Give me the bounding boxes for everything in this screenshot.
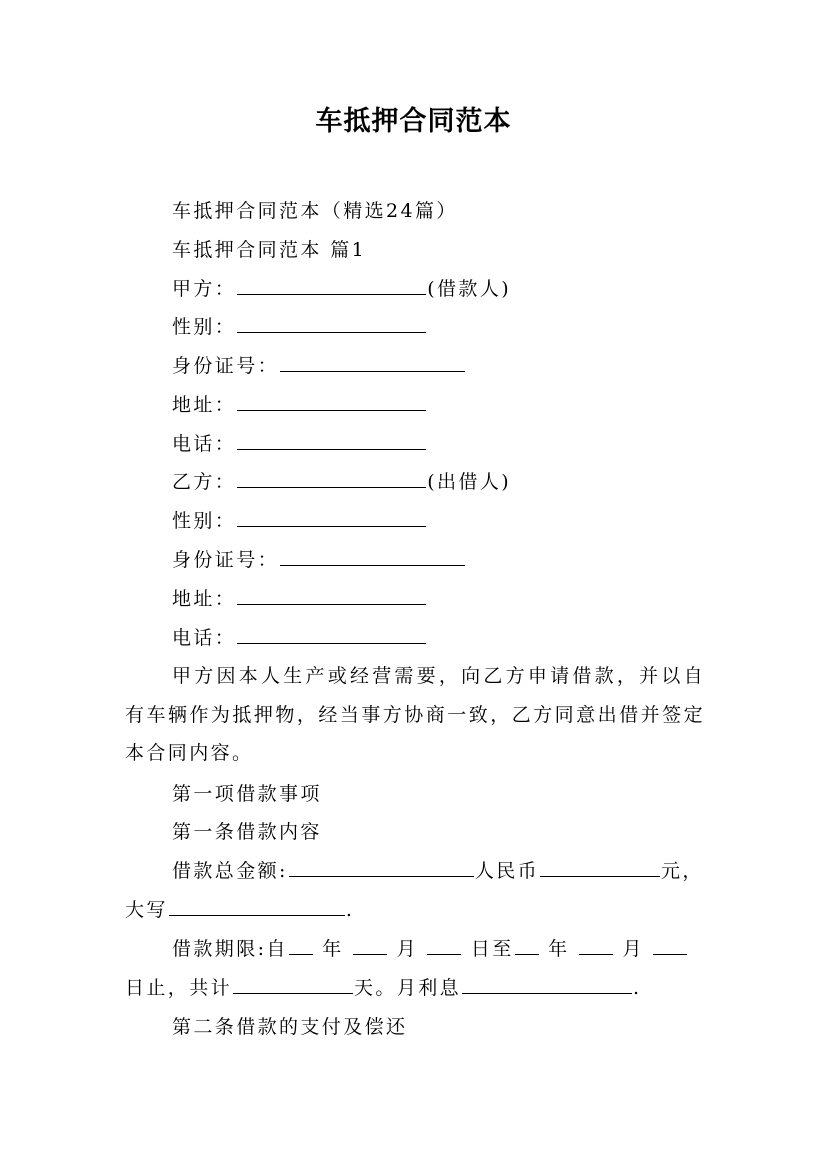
loan-term-days: 天。月利息 xyxy=(354,977,462,999)
loan-amount-unit: 元， xyxy=(661,860,704,882)
party-b-address-line xyxy=(172,586,427,612)
loan-term-from: 自 xyxy=(266,938,288,960)
party-b-phone-label: 电话： xyxy=(172,627,237,649)
document-subtitle: 车抵押合同范本（精选24篇） xyxy=(172,200,458,222)
start-month-label: 月 xyxy=(396,938,418,960)
start-year-blank[interactable] xyxy=(289,936,313,955)
party-a-address-line xyxy=(172,392,427,418)
party-b-id-blank[interactable] xyxy=(280,547,465,566)
party-a-gender-blank[interactable] xyxy=(237,314,426,333)
loan-amount-line xyxy=(172,858,704,884)
party-a-label: 甲方： xyxy=(172,278,237,300)
loan-capital-end: . xyxy=(345,899,355,921)
party-a-name-blank[interactable] xyxy=(237,276,426,295)
party-b-role: (出借人) xyxy=(427,471,512,493)
loan-capital-line xyxy=(125,897,354,923)
total-days-blank[interactable] xyxy=(233,975,353,994)
party-a-address-blank[interactable] xyxy=(237,392,426,411)
party-a-gender-label: 性别： xyxy=(172,316,237,338)
party-b-address-label: 地址： xyxy=(172,588,237,610)
section-heading: 车抵押合同范本 篇1 xyxy=(172,239,367,261)
party-a-phone-blank[interactable] xyxy=(237,431,426,450)
party-a-gender-line xyxy=(172,314,427,340)
item-one-heading: 第一项借款事项 xyxy=(172,783,322,805)
start-year-label: 年 xyxy=(322,938,344,960)
end-year-blank[interactable] xyxy=(515,936,539,955)
party-b-phone-line xyxy=(172,625,427,651)
party-b-gender-line xyxy=(172,508,427,534)
party-a-phone-label: 电话： xyxy=(172,433,237,455)
loan-term-label: 借款期限: xyxy=(172,938,267,960)
party-a-phone-line xyxy=(172,431,427,457)
loan-term-line xyxy=(172,936,688,962)
party-a-line xyxy=(172,276,511,302)
end-day-blank[interactable] xyxy=(653,936,687,955)
party-b-id-line xyxy=(172,547,466,573)
end-year-label: 年 xyxy=(548,938,570,960)
party-b-gender-label: 性别： xyxy=(172,510,237,532)
party-b-line xyxy=(172,469,511,495)
end-month-label: 月 xyxy=(622,938,644,960)
party-b-id-label: 身份证号： xyxy=(172,549,280,571)
party-a-role: (借款人) xyxy=(427,278,512,300)
loan-capital-blank[interactable] xyxy=(169,897,345,916)
party-a-id-blank[interactable] xyxy=(280,353,465,372)
intro-paragraph: 甲方因本人生产或经营需要，向乙方申请借款，并以自有车辆作为抵押物，经当事方协商一致，乙方同意出借并签定本合同内容。 xyxy=(125,665,705,765)
loan-term-day-end: 日止，共计 xyxy=(125,977,233,999)
loan-amount-blank[interactable] xyxy=(289,858,474,877)
party-b-address-blank[interactable] xyxy=(237,586,426,605)
party-b-gender-blank[interactable] xyxy=(237,508,426,527)
start-day-label: 日至 xyxy=(470,938,514,960)
start-day-blank[interactable] xyxy=(427,936,461,955)
loan-amount-label: 借款总金额: xyxy=(172,860,288,882)
party-b-label: 乙方： xyxy=(172,471,237,493)
clause-one-heading: 第一条借款内容 xyxy=(172,821,322,843)
document-title: 车抵押合同范本 xyxy=(315,106,512,137)
party-a-id-line xyxy=(172,353,466,379)
end-month-blank[interactable] xyxy=(579,936,613,955)
monthly-interest-blank[interactable] xyxy=(462,975,632,994)
loan-term-line-2 xyxy=(125,975,641,1001)
loan-term-end: . xyxy=(633,977,642,999)
party-a-address-label: 地址： xyxy=(172,394,237,416)
loan-capital-label: 大写 xyxy=(125,899,168,921)
loan-amount-currency: 人民币 xyxy=(474,860,540,882)
start-month-blank[interactable] xyxy=(353,936,387,955)
party-b-phone-blank[interactable] xyxy=(237,625,426,644)
party-b-name-blank[interactable] xyxy=(237,469,426,488)
clause-two-heading: 第二条借款的支付及偿还 xyxy=(172,1016,408,1038)
loan-amount-rmb-blank[interactable] xyxy=(540,858,660,877)
party-a-id-label: 身份证号： xyxy=(172,355,280,377)
